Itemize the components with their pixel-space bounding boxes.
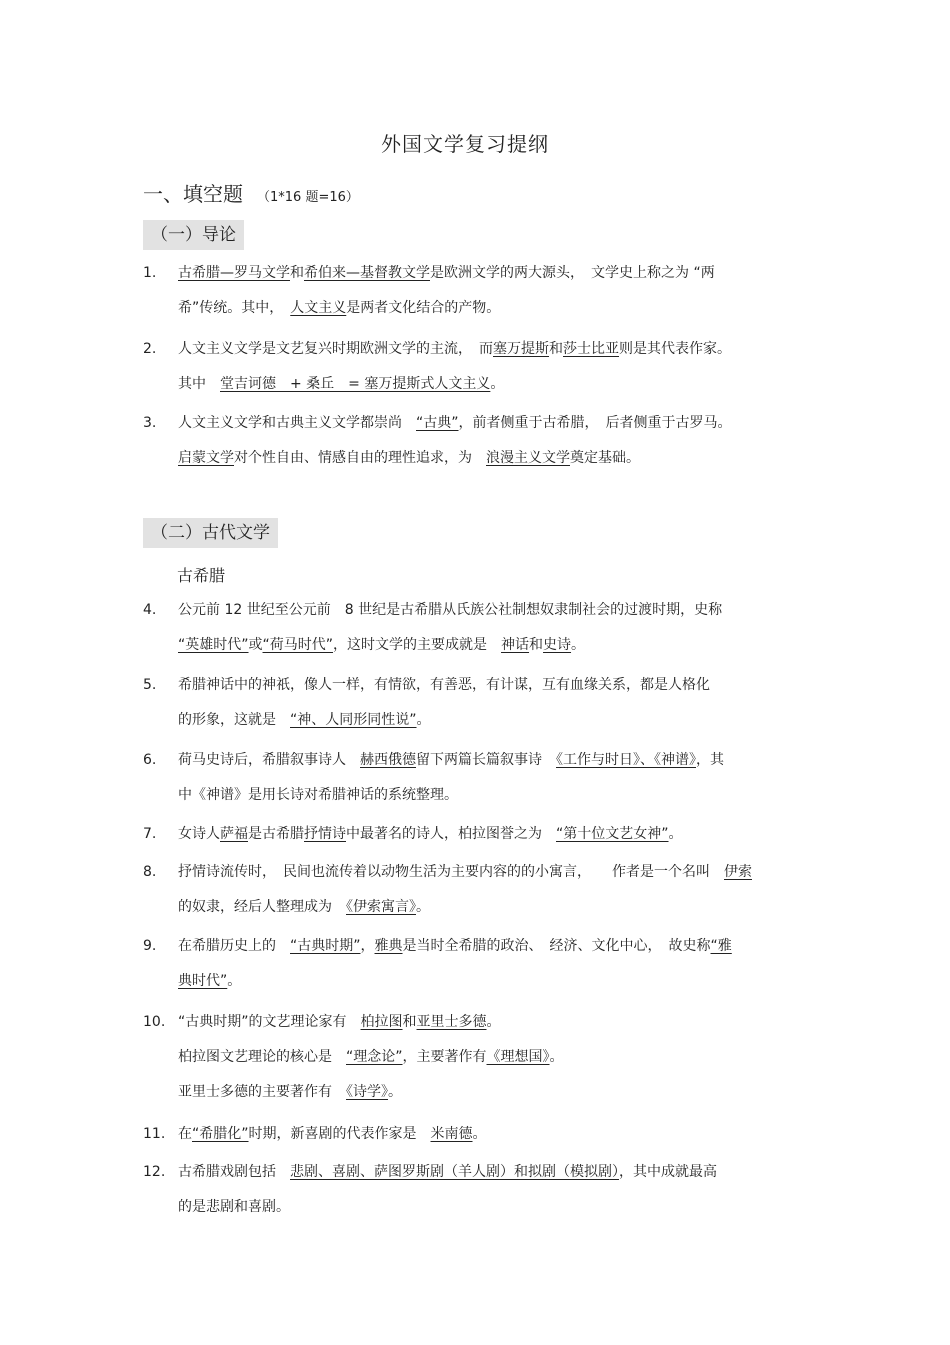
answer-blank: 《诗学》 [346,1084,388,1100]
answer-blank: 亚里士多德 [416,1014,487,1030]
answer-blank: 莎士比亚 [563,341,619,357]
text-span: 和 [290,265,304,281]
answer-blank: 堂吉诃德 + 桑丘 = 塞万提斯式人文主义 [220,376,491,392]
item-line [178,628,813,663]
text-span: 公元前 12 世纪至公元前 8 世纪是古希腊从氏族公社制想奴隶制社会的过渡时期，史称 [178,602,723,618]
item-line [178,855,813,890]
text-span: 或 [248,637,263,653]
text-span: 亚里士多德的主要著作有 [178,1084,332,1100]
answer-blank: 塞万提斯 [493,341,549,357]
list-item [143,406,813,476]
item-line [178,817,813,852]
answer-blank: 史诗 [543,637,572,653]
item-number: 3. [143,415,157,431]
item-number: 1. [143,265,157,281]
answer-blank: “荷马时代” [262,637,334,653]
item-number: 9. [143,938,157,954]
text-span: 则是其代表作家。 [619,341,731,357]
answer-blank: 伊索 [724,864,752,880]
answer-blank: “古典时期” [290,938,361,954]
item-number: 4. [143,602,157,618]
text-span: 古希腊戏剧包括 [178,1164,276,1180]
answer-blank: “古典” [416,415,459,431]
item-number: 7. [143,826,157,842]
answer-blank: “希腊化” [192,1126,249,1142]
text-span: ，其 [696,752,724,768]
part-heading-label: 一、填空题 [143,182,243,206]
text-span: 荷马史诗后，希腊叙事诗人 [178,752,346,768]
item-line [178,1075,813,1110]
answer-blank: 《工作与时日》、《神谱》 [556,752,696,768]
text-span: 在希腊历史上的 [178,938,276,954]
answer-blank: 赫西俄德 [360,752,416,768]
text-span: 是两者文化结合的产物。 [346,300,501,316]
text-span: ， [360,938,375,954]
answer-blank: “英雄时代” [178,637,249,653]
text-span: 和 [402,1014,417,1030]
item-line [178,256,813,291]
item-line [178,1117,813,1152]
list-item [143,1155,813,1225]
answer-blank: 浪漫主义文学 [486,450,570,466]
text-span: 留下两篇长篇叙事诗 [416,752,542,768]
item-line [178,1040,813,1075]
text-span: 。 [668,826,683,842]
answer-blank: 雅典 [374,938,403,954]
section-heading-intro: （一）导论 [143,220,244,250]
item-line [178,929,813,964]
text-span: 时期，新喜剧的代表作家是 [248,1126,417,1142]
text-span: 抒情诗流传时， 民间也流传着以动物生活为主要内容的的小寓言， 作者是一个名叫 [178,864,710,880]
item-line [178,1155,813,1190]
text-span: 的奴隶，经后人整理成为 [178,899,332,915]
answer-blank: “第十位文艺女神” [556,826,669,842]
answer-blank: 《伊索寓言》 [346,899,416,915]
text-span: 。 [486,1014,501,1030]
list-item [143,332,813,402]
text-span: 希腊神话中的神祇，像人一样，有情欲，有善恶，有计谋，互有血缘关系，都是人格化 [178,677,710,693]
list-item [143,1005,813,1110]
text-span: 。 [490,376,505,392]
text-span: 人文主义文学是文艺复兴时期欧洲文学的主流， 而 [178,341,493,357]
text-span: 。 [571,637,586,653]
answer-blank: 神话 [501,637,530,653]
item-number: 11. [143,1126,166,1142]
answer-blank: 人文主义 [290,300,347,316]
part-score: （1*16 题=16） [257,190,359,205]
text-span: 的形象，这就是 [178,712,276,728]
list-item [143,855,813,925]
text-span: 希”传统。其中， [178,300,277,316]
answer-blank: 希伯来—基督教文学 [304,265,430,281]
item-line [178,291,813,326]
answer-blank: “雅 [710,938,732,954]
text-span: 中《神谱》是用长诗对希腊神话的系统整理。 [178,787,458,803]
item-line [178,441,813,476]
item-line [178,406,813,441]
text-span: 。 [416,712,431,728]
list-item [143,743,813,813]
text-span: 对个性自由、情感自由的理性追求，为 [234,450,472,466]
text-span: ，这时文学的主要成就是 [333,637,488,653]
text-span: 。 [472,1126,487,1142]
text-span: ，其中成就最高 [619,1164,717,1180]
item-line [178,593,813,628]
text-span: 是欧洲文学的两大源头， 文学史上称之为 “两 [430,265,715,281]
text-span: 的是悲剧和喜剧。 [178,1199,290,1215]
text-span: 人文主义文学和古典主义文学都崇尚 [178,415,402,431]
item-line [178,890,813,925]
text-span: 奠定基础。 [570,450,640,466]
item-line [178,1190,813,1225]
item-line [178,743,813,778]
text-span: 。 [549,1049,564,1065]
answer-blank: 启蒙文学 [178,450,234,466]
text-span: 和 [549,341,563,357]
text-span: 。 [388,1084,402,1100]
item-number: 8. [143,864,157,880]
list-item [143,1117,813,1152]
text-span: 中最著名的诗人，柏拉图誉之为 [346,826,542,842]
answer-blank: 典时代” [178,973,228,989]
answer-blank: 米南德 [430,1126,473,1142]
list-item [143,256,813,326]
part-heading [143,178,359,207]
text-span: 。 [227,973,242,989]
text-span: 和 [529,637,544,653]
answer-blank: 柏拉图 [360,1014,403,1030]
item-line [178,668,813,703]
answer-blank: 抒情诗 [304,826,346,842]
answer-blank: 悲剧、喜剧、萨图罗斯剧（羊人剧）和拟剧（模拟剧） [290,1164,619,1180]
text-span: 女诗人 [178,826,220,842]
text-span: 是当时全希腊的政治、 经济、文化中心， 故史称 [402,938,711,954]
text-span: 是古希腊 [248,826,304,842]
item-number: 12. [143,1164,166,1180]
item-number: 5. [143,677,157,693]
answer-blank: “神、人同形同性说” [290,712,417,728]
list-item [143,593,813,663]
text-span: 在 [178,1126,192,1142]
item-number: 2. [143,341,157,357]
list-item [143,668,813,738]
subsection-heading-greece: 古希腊 [177,566,226,585]
list-item [143,929,813,999]
answer-blank: 《理想国》 [486,1049,550,1065]
item-number: 6. [143,752,157,768]
item-line [178,332,813,367]
answer-blank: 萨福 [220,826,248,842]
item-line [178,778,813,813]
list-item [143,817,813,852]
text-span: 其中 [178,376,206,392]
section-heading-ancient: （二）古代文学 [143,518,278,548]
text-span: “古典时期”的文艺理论家有 [178,1014,347,1030]
document-title: 外国文学复习提纲 [381,132,549,156]
text-span: 。 [416,899,430,915]
answer-blank: “理念论” [346,1049,403,1065]
item-line [178,964,813,999]
item-line [178,1005,813,1040]
item-number: 10. [143,1014,166,1030]
item-line [178,703,813,738]
text-span: 柏拉图文艺理论的核心是 [178,1049,332,1065]
item-line [178,367,813,402]
text-span: ，前者侧重于古希腊， 后者侧重于古罗马。 [458,415,732,431]
text-span: ，主要著作有 [402,1049,487,1065]
answer-blank: 古希腊—罗马文学 [178,265,290,281]
